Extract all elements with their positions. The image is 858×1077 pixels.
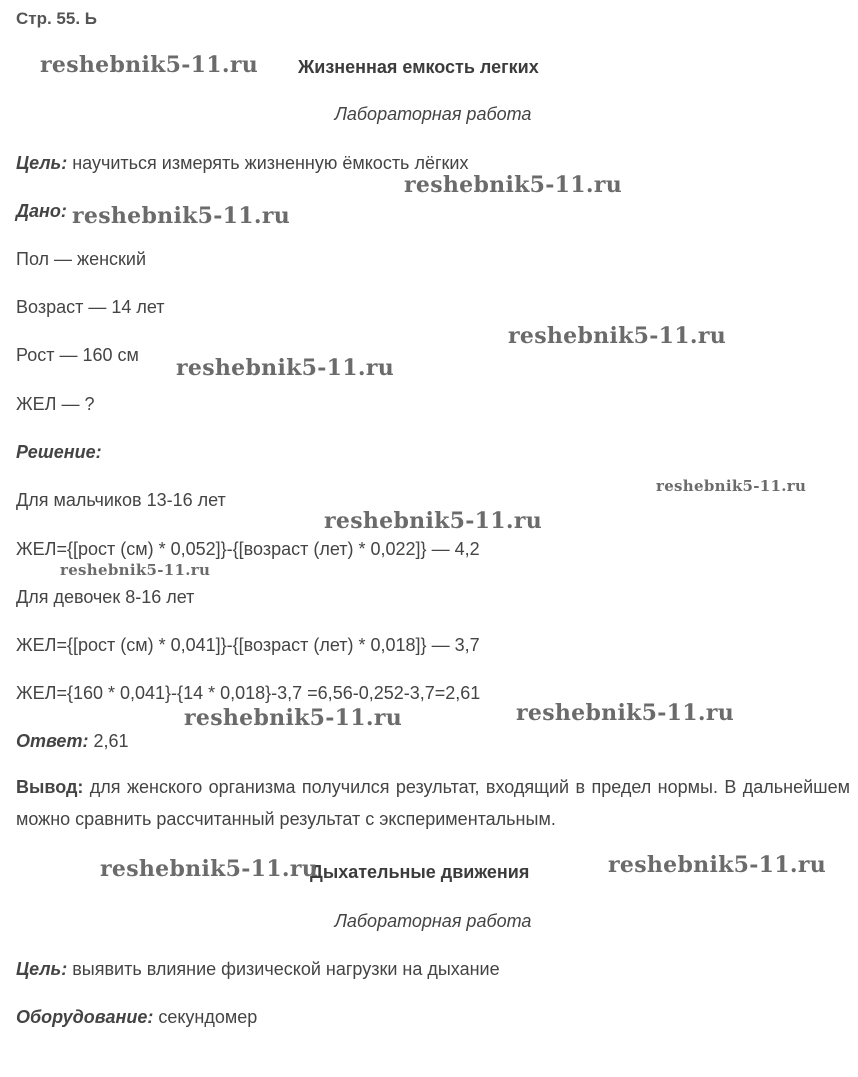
equipment-text: секундомер	[153, 1007, 258, 1027]
calculation: ЖЕЛ={160 * 0,041}-{14 * 0,018}-3,7 =6,56-0,252-3,7=2,61	[16, 683, 481, 703]
watermark: reshebnik5-11.ru	[184, 705, 403, 731]
conclusion-label: Вывод:	[16, 777, 84, 797]
section1-goal	[16, 152, 468, 174]
goal-text: выявить влияние физической нагрузки на дыхание	[67, 959, 500, 979]
watermark: reshebnik5-11.ru	[404, 172, 623, 198]
equipment	[16, 1006, 257, 1028]
watermark: reshebnik5-11.ru	[72, 203, 291, 229]
section1-title: Жизненная емкость легких	[298, 57, 539, 77]
given-label: Дано:	[16, 201, 67, 221]
conclusion	[16, 771, 850, 835]
watermark: reshebnik5-11.ru	[176, 355, 395, 381]
given-item-age: Возраст — 14 лет	[16, 297, 165, 317]
boys-header: Для мальчиков 13-16 лет	[16, 490, 226, 510]
goal-label: Цель:	[16, 153, 68, 173]
watermark: reshebnik5-11.ru	[656, 477, 807, 495]
conclusion-text: для женского организма получился результат, входящий в предел нормы. В дальнейшем можно сравнить рассчитанный результат с экспериментальным.	[16, 777, 850, 829]
answer	[16, 730, 129, 752]
watermark: reshebnik5-11.ru	[608, 852, 827, 878]
girls-header: Для девочек 8-16 лет	[16, 587, 195, 607]
watermark: reshebnik5-11.ru	[508, 323, 727, 349]
goal-label: Цель:	[16, 959, 68, 979]
given-item-sex: Пол — женский	[16, 249, 147, 269]
watermark: reshebnik5-11.ru	[60, 561, 211, 579]
watermark: reshebnik5-11.ru	[516, 700, 735, 726]
equipment-label: Оборудование:	[16, 1007, 154, 1027]
watermark: reshebnik5-11.ru	[40, 52, 259, 78]
watermark: reshebnik5-11.ru	[100, 856, 319, 882]
solution-label: Решение:	[16, 442, 102, 462]
given-item-vc: ЖЕЛ — ?	[16, 394, 95, 414]
section1-subtitle: Лабораторная работа	[334, 104, 532, 124]
answer-label: Ответ:	[16, 731, 89, 751]
goal-text: научиться измерять жизненную ёмкость лёгких	[67, 153, 469, 173]
girls-formula: ЖЕЛ={[рост (см) * 0,041]}-{[возраст (лет) * 0,018]} — 3,7	[16, 635, 480, 655]
section2-subtitle: Лабораторная работа	[334, 911, 532, 931]
boys-formula: ЖЕЛ={[рост (см) * 0,052]}-{[возраст (лет) * 0,022]} — 4,2	[16, 539, 480, 559]
watermark: reshebnik5-11.ru	[324, 508, 543, 534]
section2-goal	[16, 958, 500, 980]
answer-value: 2,61	[88, 731, 129, 751]
given-item-height: Рост — 160 см	[16, 345, 139, 365]
section2-title: Дыхательные движения	[310, 862, 530, 882]
page-reference: Стр. 55. Ь	[16, 9, 98, 28]
